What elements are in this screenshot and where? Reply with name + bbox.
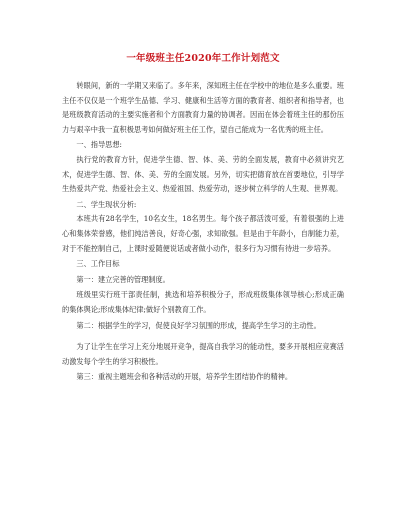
section-heading-student-analysis: 二、学生现状分析: — [76, 199, 137, 209]
goal-3: 第三：重视主题班会和各种活动的开展，培养学生团结协作的精神。 — [76, 372, 293, 382]
document-title: 一年级班主任2020年工作计划范文 — [126, 53, 280, 64]
goal-2: 第二：根据学生的学习，促使良好学习氛围的形成，提高学生学习的主动性。 — [76, 320, 321, 330]
intro-paragraph: 转眼间，新的一学期又来临了。多年来，深知班主任在学校中的地位是多么重要。班主任不仅仅是一个班学生品德、学习、健康和生活等方面的教育者、组织者和指导者，也是班级教育活动的主要实施者和个方面教育力量的协调者。因而在体会着班主任的那份压力与艰辛中我一直积极思考如何做好班主任工作，望自己能成为一名优秀的班主任。 — [62, 81, 344, 134]
student-analysis-paragraph: 本班共有28名学生，10名女生，18名男生。每个孩子都活泼可爱，有着很强的上进心和集体荣誉感，他们纯洁善良，好奇心强，求知欲强。但是由于年龄小，自制能力差，对于不能控制自己，上课时爱随便说话或者做小动作，很多行为习惯有待进一步培养。 — [62, 214, 344, 253]
section-heading-work-goals: 三、工作目标 — [76, 259, 120, 269]
goal-2-detail: 为了让学生在学习上充分地展开竞争，提高自我学习的能动性，要多开展相应竞赛活动激发每个学生的学习积极性。 — [62, 342, 344, 366]
section-heading-guiding-thought: 一、指导思想: — [76, 140, 122, 150]
guiding-thought-paragraph: 执行党的教育方针，促进学生德、智、体、美、劳的全面发展，教育中必须讲究艺术，促进学生德、智、体、美、劳的全面发展。另外，切实把德育放在首要地位，引导学生热爱共产党、热爱社会主义、热爱祖国、热爱劳动，逐步树立科学的人生观、世界观。 — [62, 154, 344, 194]
goal-1-detail: 班级里实行班干部责任制，挑选和培养积极分子，形成班级集体领导核心;形成正确的集体舆论;形成集体纪律;做好个别教育工作。 — [62, 290, 344, 314]
goal-1: 第一：建立完善的管理制度。 — [76, 274, 170, 284]
